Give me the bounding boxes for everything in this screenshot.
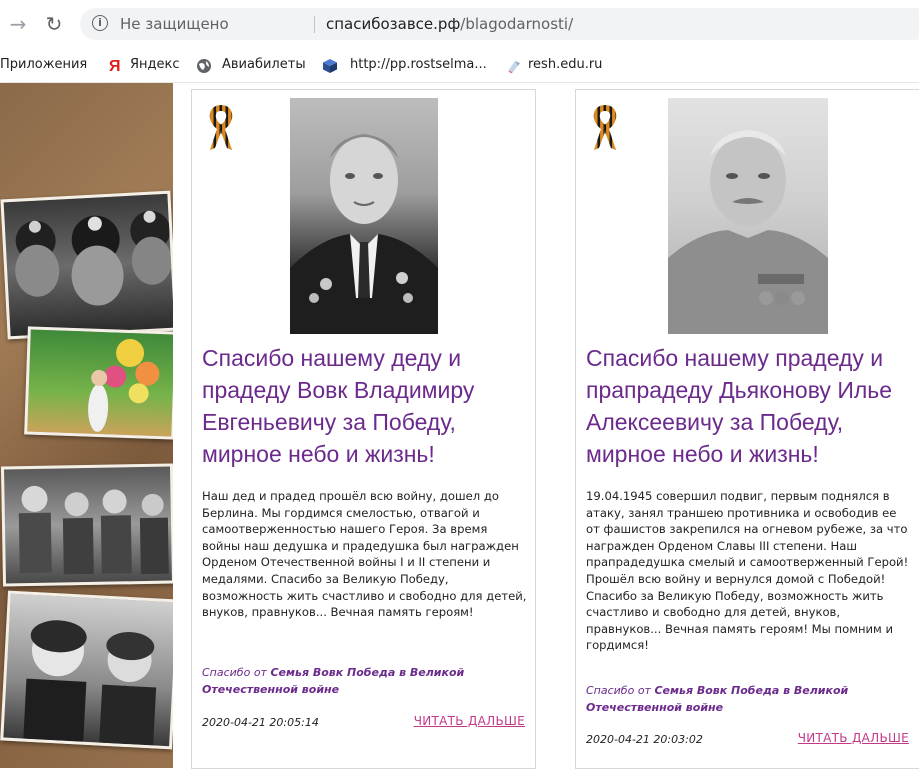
address-bar[interactable]: [80, 8, 919, 40]
bookmark-label: http://pp.rostselma...: [350, 57, 487, 72]
soldiers-photo: [1, 464, 173, 587]
browser-toolbar: [0, 0, 919, 49]
security-label: Не защищено: [120, 15, 229, 33]
read-more-link[interactable]: ЧИТАТЬ ДАЛЬШЕ: [413, 714, 525, 728]
soldiers-silhouettes: [4, 467, 172, 584]
info-icon[interactable]: i: [92, 15, 108, 31]
read-more-link[interactable]: ЧИТАТЬ ДАЛЬШЕ: [797, 731, 909, 745]
address-separator: [314, 16, 315, 33]
st-george-ribbon-icon: [206, 104, 236, 152]
card-text: 19.04.1945 совершил подвиг, первым поднялся в атаку, занял траншею противника и освободив ее от фашистов закрепился на огневом рубеже, за что награжден Орденом Славы III степени. Наш прапрадедушка смелый и самоотверженный Герой! Прошёл всю войну и вернулся домой с Победой! Спасибо за Великую Победу, возможность жить счастливо и свободно для детей, внуков, правнуков... Вечная память героям! Мы помним и гордимся!: [586, 489, 909, 653]
yandex-icon: [106, 57, 122, 73]
card-title[interactable]: Спасибо нашему деду и прадеду Вовк Владимиру Евгеньевичу за Победу, мирное небо и жизнь!: [202, 345, 475, 467]
card-title[interactable]: Спасибо нашему прадеду и прапрадеду Дьяконову Илье Алексеевичу за Победу, мирное небо и жизнь!: [586, 345, 893, 467]
bookmark-label: Приложения: [0, 57, 88, 72]
miners-silhouettes: [4, 194, 173, 336]
bookmarks-bar: [0, 48, 919, 83]
bookmark-label: Яндекс: [130, 57, 180, 72]
thanks-prefix: Спасибо от: [586, 684, 651, 697]
veteran-portrait-drawing: [668, 98, 828, 334]
schoolgirls-silhouettes: [3, 594, 173, 746]
veteran-portrait: [668, 98, 828, 334]
resh-icon: [506, 58, 522, 74]
bookmark-label: Авиабилеты: [222, 57, 306, 72]
thanks-card: [191, 89, 536, 769]
url-path: /blagodarnosti/: [460, 15, 574, 33]
thanks-from: [586, 682, 906, 716]
thanks-card: [575, 89, 919, 769]
url-host: спасибозавсе.рф: [326, 15, 461, 33]
st-george-ribbon-icon: [590, 104, 620, 152]
page-content: [0, 83, 919, 768]
veteran-portrait-drawing: [290, 98, 438, 334]
schoolgirls-photo: [0, 591, 173, 750]
veteran-portrait: [290, 98, 438, 334]
bookmark-apps[interactable]: [0, 48, 87, 82]
balloons-scene: [27, 330, 173, 437]
url-text[interactable]: [326, 8, 573, 40]
girl-balloons-photo: [24, 326, 173, 439]
photo-collage: [0, 83, 173, 768]
miners-photo: [0, 191, 173, 340]
card-text: Наш дед и прадед прошёл всю войну, дошел до Берлина. Мы гордимся смелостью, отвагой и самоотверженностью нашего Героя. За время войны наш дедушка и прадедушка был награжден Орденом Отечественной войны I и II степени и медалями. Спасибо за Великую Победу, возможность жить счастливо и свободно для детей, внуков, правнуков... Вечная память героям!: [202, 489, 527, 620]
globe-icon: [196, 58, 212, 74]
thanks-prefix: Спасибо от: [202, 666, 267, 679]
back-arrow-icon[interactable]: →: [9, 12, 27, 36]
thanks-from: [202, 664, 522, 698]
post-date: 2020-04-21 20:05:14: [202, 716, 319, 729]
thanks-author[interactable]: Семья Вовк Победа в Великой Отечественной войне: [586, 684, 849, 714]
cube-icon: [322, 58, 338, 74]
svg-text:Я: Я: [109, 58, 121, 73]
thanks-author[interactable]: Семья Вовк Победа в Великой Отечественной войне: [202, 666, 465, 696]
reload-icon[interactable]: ↻: [45, 12, 63, 36]
post-date: 2020-04-21 20:03:02: [586, 733, 703, 746]
bookmark-label: resh.edu.ru: [528, 57, 603, 72]
